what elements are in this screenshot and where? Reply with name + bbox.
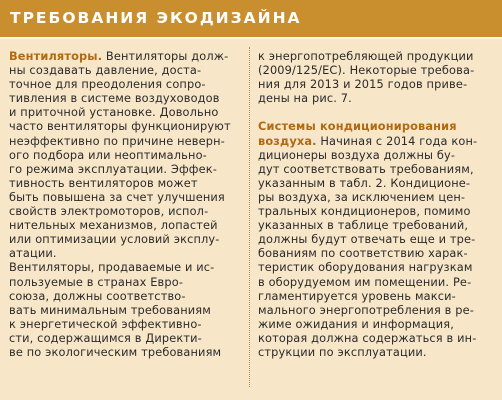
right-column — [258, 49, 498, 359]
ac-second-line-text: Начиная с 2014 года кон- — [320, 133, 478, 148]
body-line: в оборудуемом им помещении. Ре- — [258, 274, 472, 289]
body-line: тральных кондиционеров, помимо — [258, 204, 471, 219]
body-line: ны создавать давление, доста- — [9, 63, 202, 78]
body-line: тивления в системе воздуховодов — [9, 91, 220, 106]
ac-second-line — [258, 134, 498, 148]
fans-heading: Вентиляторы. — [9, 49, 103, 63]
ac-heading: Системы кондиционирования — [258, 119, 457, 134]
body-line: бованиям по соответствию харак- — [258, 246, 468, 261]
body-line: ого подбора или неоптимально- — [9, 147, 207, 162]
body-line: к энергопотребляющей продукции — [258, 49, 474, 63]
body-line: вать минимальным требованиям — [9, 302, 211, 317]
left-column — [9, 49, 245, 359]
body-line: жиме ожидания и информация, — [258, 316, 454, 331]
body-line: пользуемые в странах Евро- — [9, 274, 184, 289]
body-line: союза, должны соответство- — [9, 288, 186, 303]
body-line: указанных в таблице требований, — [258, 218, 469, 233]
body-line: часто вентиляторы функционируют — [9, 119, 231, 134]
body-line: го режима эксплуатации. Эффек- — [9, 161, 218, 176]
body-line: к энергетической эффективно- — [9, 316, 202, 331]
body-line: мального энергопотребления в ре- — [258, 302, 474, 317]
sidebar-header — [0, 0, 502, 39]
sidebar-title: ТРЕБОВАНИЯ ЭКОДИЗАЙНА — [10, 9, 302, 27]
body-line: нительных механизмов, лопастей — [9, 218, 218, 233]
body-line: теристик оборудования нагрузкам — [258, 260, 473, 275]
column-divider — [249, 47, 250, 387]
body-line: быть повышена за счет улучшения — [9, 189, 225, 204]
body-line: или оптимизации условий эксплу- — [9, 232, 220, 247]
body-line: точное для преодоления сопро- — [9, 77, 206, 92]
body-line: диционеры воздуха должны бу- — [258, 147, 456, 162]
body-line: неэффективно по причине неверн- — [9, 133, 225, 148]
fans-first-line — [9, 49, 245, 63]
ac-heading-cont: воздуха. — [258, 133, 317, 148]
body-line: которая должна содержаться в ин- — [258, 330, 477, 345]
body-line: тивность вентиляторов может — [9, 175, 198, 190]
body-line: ве по экологическим требованиям — [9, 344, 222, 359]
body-line: Вентиляторы, продаваемые и ис- — [9, 260, 215, 275]
fans-first-line-text: Вентиляторы долж- — [105, 49, 229, 63]
body-line: свойств электромоторов, испол- — [9, 204, 209, 219]
body-line: дены на рис. 7. — [258, 91, 352, 106]
body-line: и приточной установке. Довольно — [9, 105, 219, 120]
body-line: ры воздуха, за исключением цен- — [258, 189, 466, 204]
body-line: указанным в табл. 2. Кондиционе- — [258, 175, 471, 190]
body-line: атации. — [9, 246, 57, 261]
body-line: струкции по эксплуатации. — [258, 344, 427, 359]
body-line: гламентируется уровень макси- — [258, 288, 456, 303]
paragraph-gap — [258, 105, 498, 119]
body-line: дут соответствовать требованиям, — [258, 161, 474, 176]
body-line: должны будут отвечать еще и тре- — [258, 232, 476, 247]
body-line: сти, содержащимся в Директи- — [9, 330, 202, 345]
body-line: (2009/125/ЕС). Некоторые требова- — [258, 63, 475, 78]
body-line: ния для 2013 и 2015 годов приве- — [258, 77, 468, 92]
